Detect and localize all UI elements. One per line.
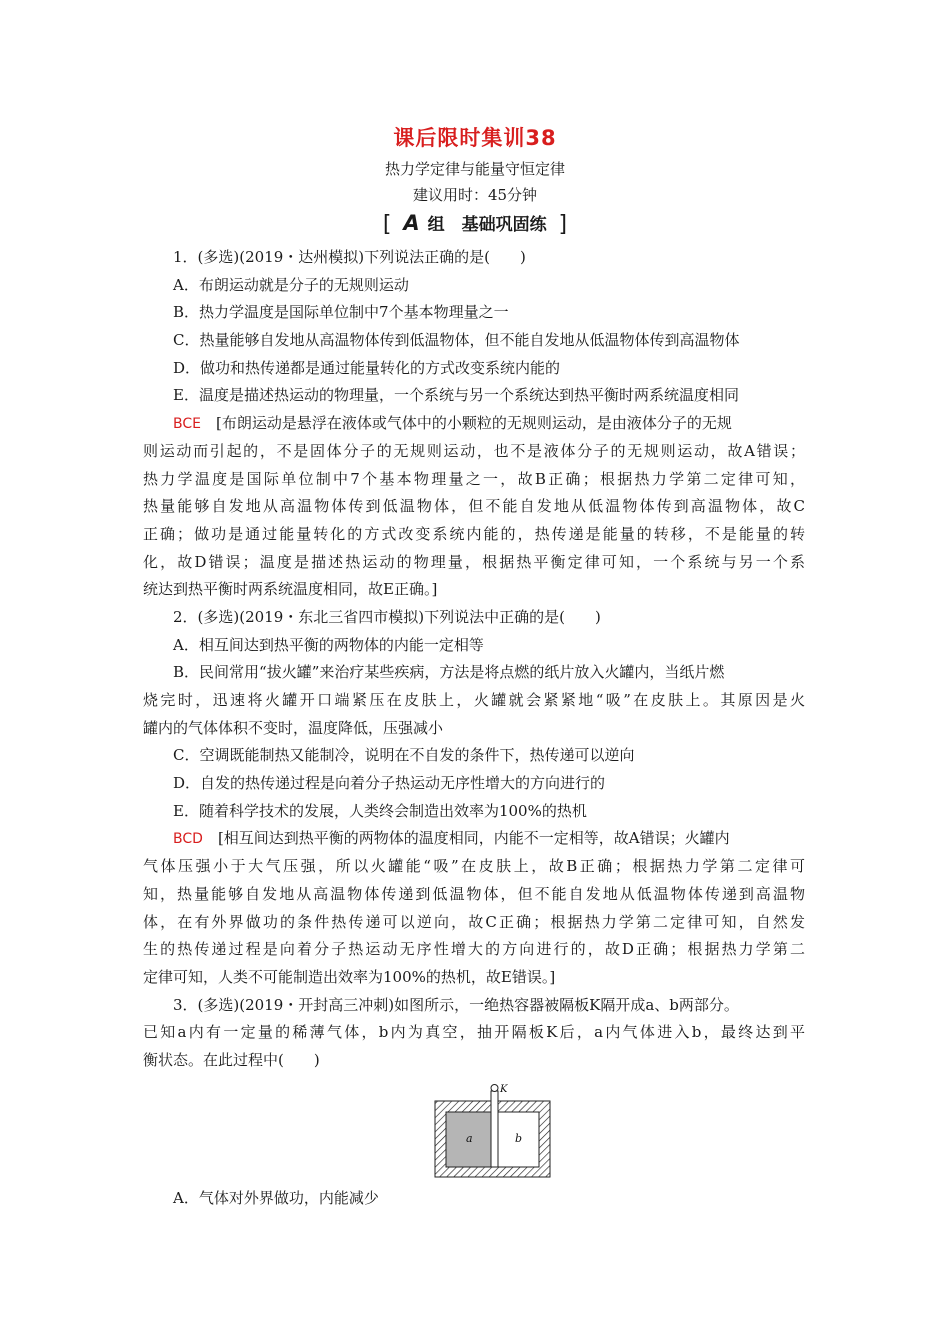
- q1-explanation-line: 热力学温度是国际单位制中7个基本物理量之一，故B正确；根据热力学第二定律可知，: [143, 469, 805, 488]
- q2-explanation-line: [143, 825, 805, 853]
- group-letter: A: [403, 211, 420, 235]
- label-b: b: [515, 1132, 523, 1145]
- q2-option-a: A．相互间达到热平衡的两物体的内能一定相等: [173, 635, 484, 654]
- insulated-container-figure: [434, 1083, 552, 1181]
- q2-explanation-line: 气体压强小于大气压强，所以火罐能“吸”在皮肤上，故B正确；根据热力学第二定律可: [143, 857, 805, 876]
- q3-stem-cont: 衡状态。在此过程中( ): [143, 1050, 320, 1069]
- q2-explanation-line: 体，在有外界做功的条件热传递可以逆向，故C正确；根据热力学第二定律可知，自然发: [143, 912, 805, 931]
- q1-option-c: C．热量能够自发地从高温物体传到低温物体，但不能自发地从低温物体传到高温物体: [173, 331, 740, 350]
- q1-explanation-line: 热量能够自发地从高温物体传到低温物体，但不能自发地从低温物体传到高温物体，故C: [143, 497, 805, 516]
- q1-explanation-line: 统达到热平衡时两系统温度相同，故E正确。]: [143, 580, 438, 599]
- q3-stem: 3．(多选)(2019・开封高三冲刺)如图所示，一绝热容器被隔板K隔开成a、b两部分。: [173, 995, 739, 1014]
- q1-explanation-line: 正确；做功是通过能量转化的方式改变系统内能的，热传递是能量的转移，不是能量的转: [143, 524, 805, 543]
- q1-explanation-line: 则运动而引起的，不是固体分子的无规则运动，也不是液体分子的无规则运动，故A错误；: [143, 441, 805, 460]
- group-label: 组 基础巩固练: [427, 215, 547, 235]
- q2-option-b: B．民间常用“拔火罐”来治疗某些疾病，方法是将点燃的纸片放入火罐内，当纸片燃: [173, 663, 725, 682]
- q2-explanation-line: 生的热传递过程是向着分子热运动无序性增大的方向进行的，故D正确；根据热力学第二: [143, 940, 805, 959]
- partition-k: [491, 1091, 498, 1167]
- q1-explanation-line: 化，故D错误；温度是描述热运动的物理量，根据热平衡定律可知，一个系统与另一个系: [143, 552, 805, 571]
- q2-answer: BCD: [173, 831, 203, 848]
- q2-option-d: D．自发的热传递过程是向着分子热运动无序性增大的方向进行的: [173, 774, 606, 793]
- q1-option-a: A．布朗运动就是分子的无规则运动: [173, 275, 409, 294]
- partition-knob: [491, 1085, 498, 1092]
- page-title: 课后限时集训38: [393, 126, 557, 150]
- q1-option-e: E．温度是描述热运动的物理量，一个系统与另一个系统达到热平衡时两系统温度相同: [173, 386, 739, 405]
- q1-answer: BCE: [173, 416, 201, 433]
- q2-explanation-text: [相互间达到热平衡的两物体的温度相同，内能不一定相等，故A错误；火罐内: [217, 829, 730, 848]
- q2-stem: 2．(多选)(2019・东北三省四市模拟)下列说法中正确的是( ): [173, 607, 601, 626]
- left-bracket: [: [382, 212, 392, 237]
- q1-option-d: D．做功和热传递都是通过能量转化的方式改变系统内能的: [173, 358, 561, 377]
- q3-stem-cont: 已知a内有一定量的稀薄气体，b内为真空，抽开隔板K后，a内气体进入b，最终达到平: [143, 1023, 805, 1042]
- q1-option-b: B．热力学温度是国际单位制中7个基本物理量之一: [173, 303, 509, 322]
- label-a: a: [466, 1132, 473, 1145]
- q3-option-a: A．气体对外界做功，内能减少: [173, 1188, 379, 1207]
- right-bracket: ]: [558, 212, 568, 237]
- q2-option-b-cont: 烧完时，迅速将火罐开口端紧压在皮肤上，火罐就会紧紧地“吸”在皮肤上。其原因是火: [143, 691, 805, 709]
- label-k: K: [500, 1084, 508, 1095]
- q1-explanation-text: [布朗运动是悬浮在液体或气体中的小颗粒的无规则运动，是由液体分子的无规: [216, 414, 732, 433]
- group-heading: [0, 210, 950, 237]
- question-body: [143, 244, 805, 1212]
- q1-explanation-line: [143, 410, 805, 438]
- q1-stem: 1．(多选)(2019・达州模拟)下列说法正确的是( ): [173, 248, 526, 266]
- q2-explanation-line: 知，热量能够自发地从高温物体传递到低温物体，但不能自发地从低温物体传递到高温物: [143, 884, 805, 903]
- q2-option-c: C．空调既能制热又能制冷，说明在不自发的条件下，热传递可以逆向: [173, 746, 635, 765]
- q2-option-e: E．随着科学技术的发展，人类终会制造出效率为100%的热机: [173, 801, 587, 820]
- page-subtitle: 热力学定律与能量守恒定律: [384, 160, 565, 178]
- suggested-time: 建议用时：45分钟: [412, 186, 538, 204]
- q2-explanation-line: 定律可知，人类不可能制造出效率为100%的热机，故E错误。]: [143, 967, 556, 986]
- q2-option-b-cont: 罐内的气体体积不变时，温度降低，压强减小: [143, 718, 444, 737]
